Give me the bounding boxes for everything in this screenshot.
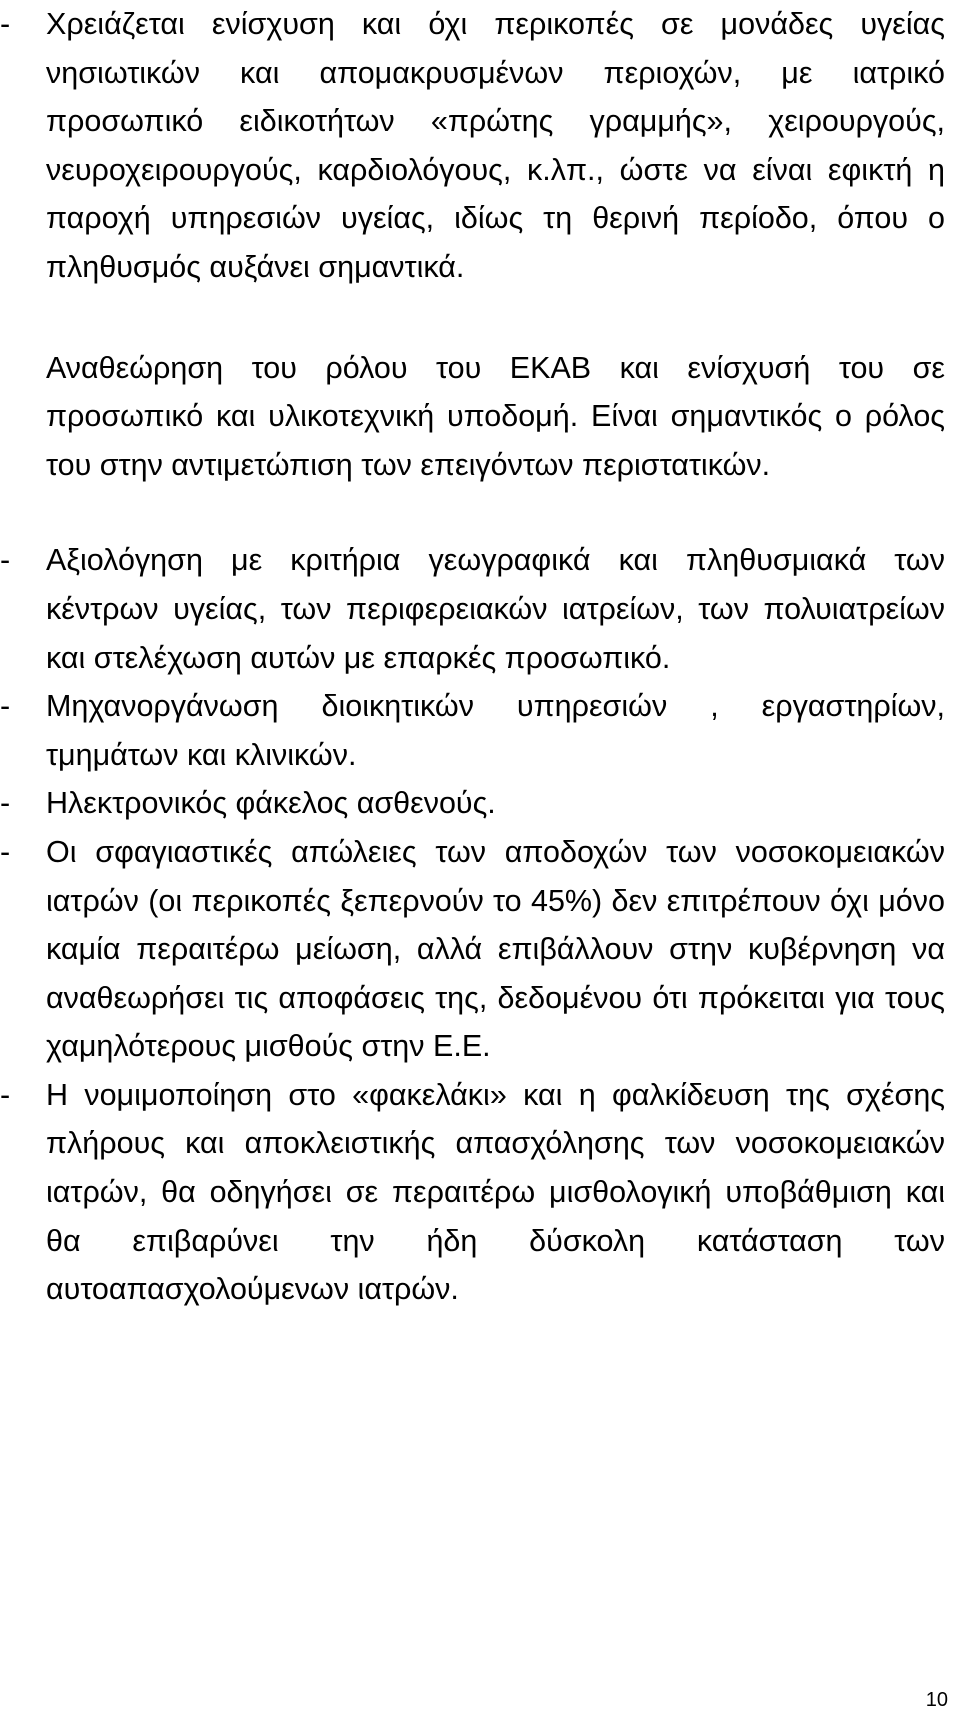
bullet-dash: - (0, 1077, 11, 1112)
bullet-dash: - (0, 7, 11, 41)
bullet-dash: - (0, 786, 11, 821)
paragraph-text: Οι σφαγιαστικές απώλειες των αποδοχών των νοσοκομειακών ιατρών (οι περικοπές ξεπερνούν το 45%) δεν επιτρέπουν όχι μόνο καμία περαιτέρω μείωση, αλλά επιβάλλουν στην κυβέρνηση να αναθεωρήσει τις αποφάσεις της, δεδομένου ότι πρόκειται για τους χαμηλότερους μισθούς στην Ε.Ε. (46, 834, 945, 1064)
bullet-paragraph-evaluation (0, 536, 945, 682)
bullet-paragraph-legalization (0, 1071, 945, 1314)
paragraph-text: Χρειάζεται ενίσχυση και όχι περικοπές σε μονάδες υγείας νησιωτικών και απομακρυσμένων περιοχών, με ιατρικό προσωπικό ειδικοτήτων «πρώτης γραμμής», χειρουργούς, νευροχειρουργούς, καρδιολόγους, κ.λπ., ώστε να είναι εφικτή η παροχή υπηρεσιών υγείας, ιδίως τη θερινή περίοδο, όπου ο πληθυσμός αυξάνει σημαντικά. (46, 7, 945, 284)
bullet-paragraph-salary-losses (0, 828, 945, 1071)
bullet-dash: - (0, 834, 11, 869)
paragraph-text: Μηχανοργάνωση διοικητικών υπηρεσιών , εργαστηρίων, τμημάτων και κλινικών. (46, 689, 945, 772)
paragraph-text: Ηλεκτρονικός φάκελος ασθενούς. (46, 786, 496, 821)
bullet-dash: - (0, 689, 11, 724)
page-number: 10 (925, 1689, 948, 1711)
bullet-paragraph-computerization (0, 682, 945, 779)
paragraph-text: Η νομιμοποίηση στο «φακελάκι» και η φαλκίδευση της σχέσης πλήρους και αποκλειστικής απασχόλησης των νοσοκομειακών ιατρών, θα οδηγήσει σε περαιτέρω μισθολογική υποβάθμιση και θα επιβαρύνει την ήδη δύσκολη κατάσταση των αυτοαπασχολούμενων ιατρών. (46, 1077, 945, 1307)
bullet-paragraph-health-units (0, 0, 945, 292)
paragraph-ekab (0, 344, 945, 490)
paragraph-text: Αξιολόγηση με κριτήρια γεωγραφικά και πληθυσμιακά των κέντρων υγείας, των περιφερειακών ιατρείων, των πολυιατρείων και στελέχωση αυτών με επαρκές προσωπικό. (46, 543, 945, 675)
bullet-dash: - (0, 543, 11, 578)
bullet-paragraph-electronic-record (0, 779, 945, 828)
paragraph-text: Αναθεώρηση του ρόλου του ΕΚΑΒ και ενίσχυσή του σε προσωπικό και υλικοτεχνική υποδομή. Είναι σημαντικός ο ρόλος του στην αντιμετώπιση των επειγόντων περιστατικών. (46, 350, 945, 482)
